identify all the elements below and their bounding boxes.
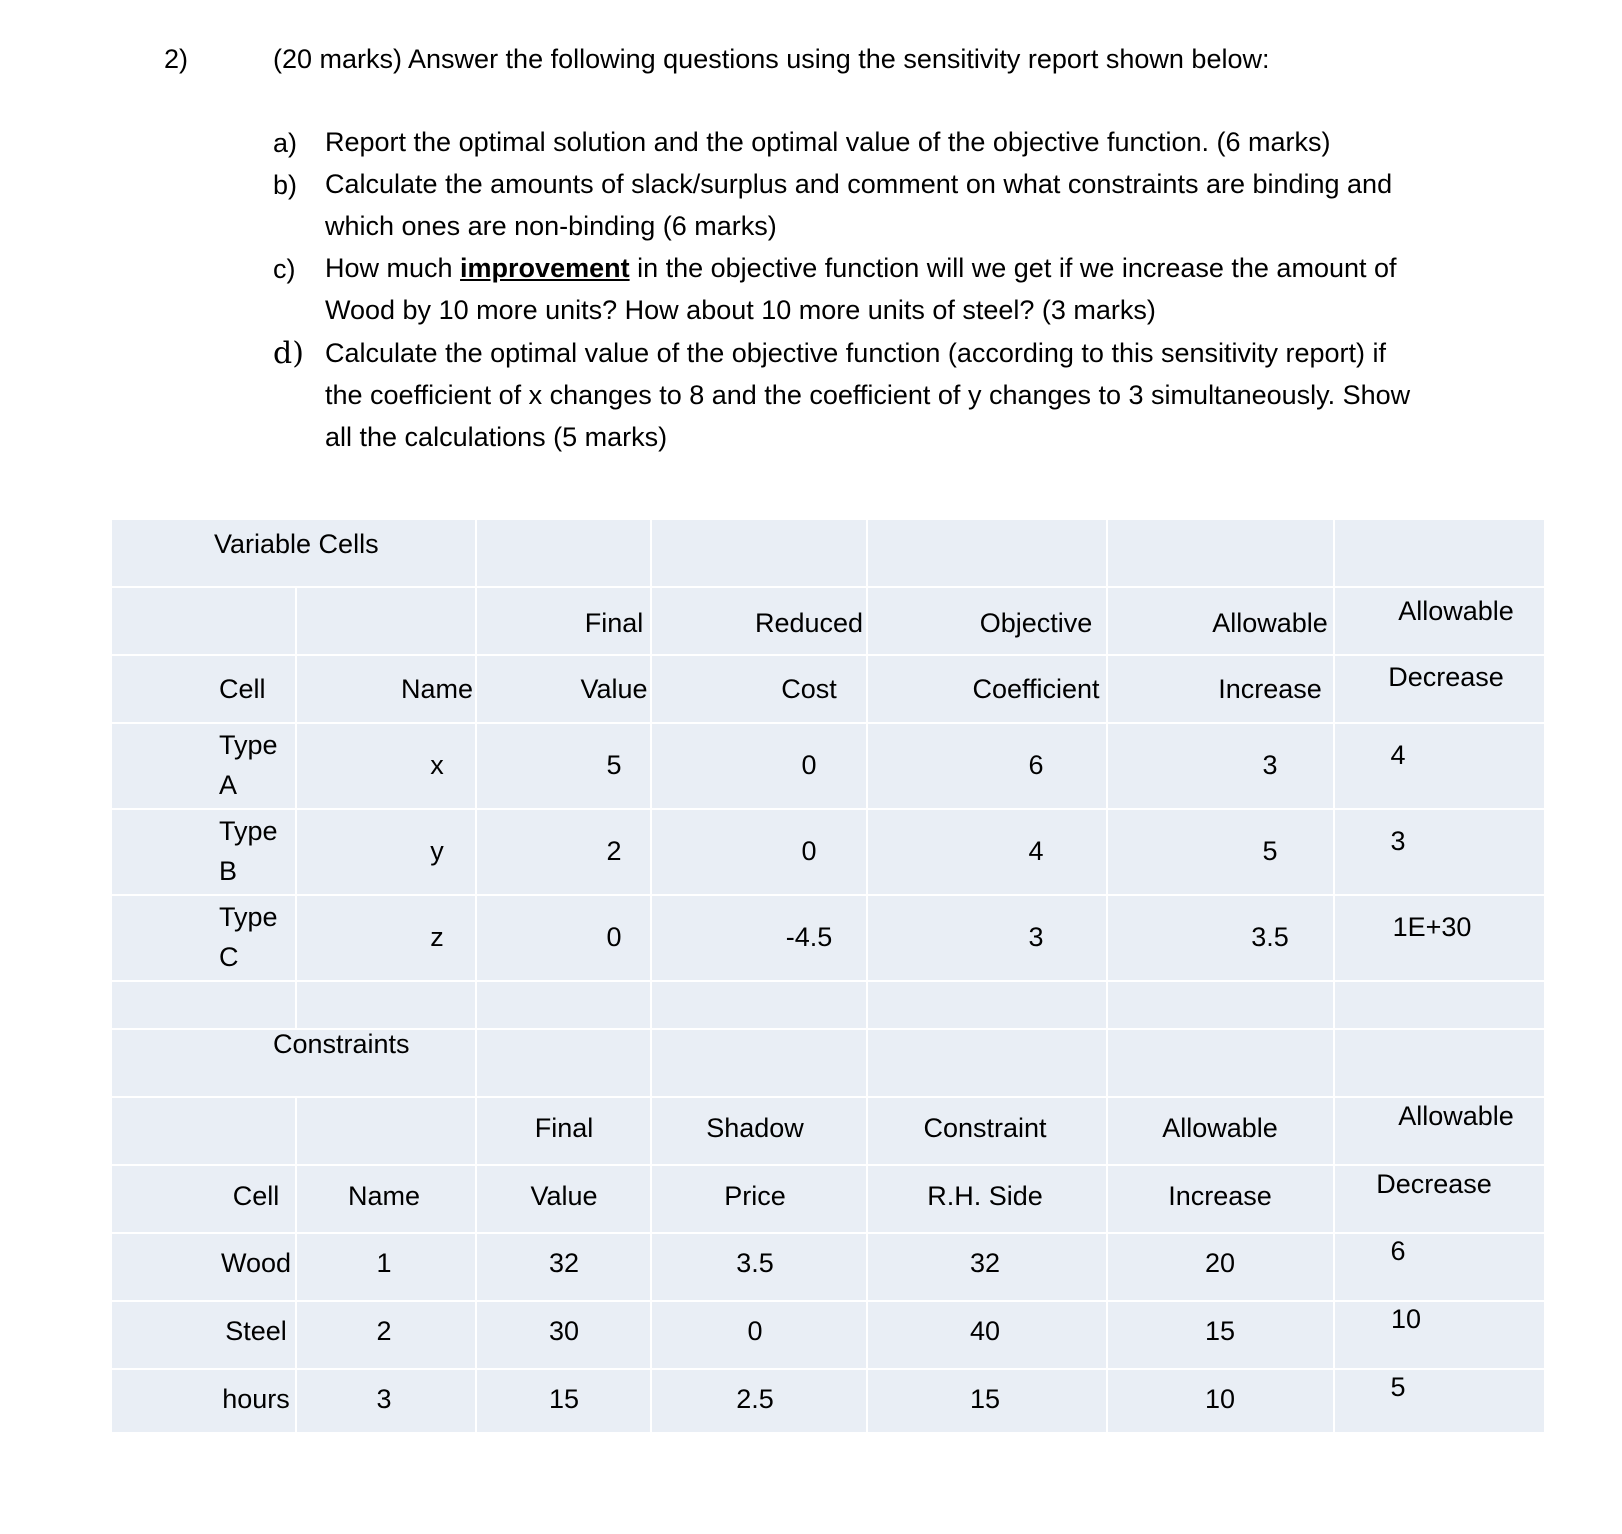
part-label: a): [273, 128, 298, 158]
part-text: Report the optimal solution and the optimal value of the objective function. (6 marks): [325, 127, 1331, 157]
column-header: Reduced: [754, 608, 864, 638]
column-header: Value: [580, 674, 648, 704]
column-header: Decrease: [1388, 662, 1504, 692]
part-text: How much: [325, 253, 461, 283]
table-cell: 10: [1204, 1384, 1236, 1414]
column-header: Cell: [232, 1181, 280, 1211]
column-header: Increase: [1168, 1181, 1272, 1211]
emphasis-word: improvement: [460, 253, 630, 283]
column-header: Value: [530, 1181, 598, 1211]
table-cell: y: [430, 836, 444, 866]
part-label: c): [273, 254, 296, 284]
column-header: Decrease: [1376, 1169, 1492, 1199]
table-cell: z: [430, 922, 444, 952]
part-text: Wood by 10 more units? How about 10 more units of steel? (3 marks): [325, 295, 1156, 325]
part-text: the coefficient of x changes to 8 and the coefficient of y changes to 3 simultaneously. Show: [325, 380, 1411, 410]
column-header: R.H. Side: [927, 1181, 1043, 1211]
column-header: Allowable: [1162, 1113, 1278, 1143]
column-header: Price: [724, 1181, 786, 1211]
variable-cells-title: Variable Cells: [214, 529, 379, 559]
table-cell: 5: [1390, 1372, 1406, 1402]
table-cell: 15: [548, 1384, 580, 1414]
part-text: which ones are non-binding (6 marks): [325, 211, 777, 241]
table-cell: 32: [969, 1248, 1001, 1278]
table-cell: 6: [1390, 1236, 1406, 1266]
column-header: Allowable: [1212, 608, 1328, 638]
table-cell: 0: [606, 922, 622, 952]
question-intro: (20 marks) Answer the following questions using the sensitivity report shown below:: [273, 44, 1270, 74]
table-cell: 3: [1262, 750, 1278, 780]
table-cell: 3: [376, 1384, 392, 1414]
column-header: Shadow: [706, 1113, 804, 1143]
table-cell: 2: [606, 836, 622, 866]
table-cell: 1: [376, 1248, 392, 1278]
table-cell: 30: [548, 1316, 580, 1346]
table-cell: 5: [606, 750, 622, 780]
column-header: Objective: [979, 608, 1093, 638]
table-cell: 4: [1028, 836, 1044, 866]
table-cell: 6: [1028, 750, 1044, 780]
table-cell: hours: [222, 1384, 290, 1414]
table-cell: 15: [969, 1384, 1001, 1414]
column-header: Cell: [219, 674, 266, 704]
table-cell: x: [430, 750, 444, 780]
part-label: d): [273, 336, 304, 371]
table-cell: 0: [801, 836, 817, 866]
table-cell: Type B: [219, 816, 278, 886]
column-header: Coefficient: [972, 674, 1100, 704]
table-cell: 5: [1262, 836, 1278, 866]
part-label: b): [273, 170, 298, 200]
table-cell: 10: [1390, 1304, 1422, 1334]
table-cell: Type C: [219, 902, 278, 972]
table-cell: 40: [969, 1316, 1001, 1346]
column-header: Final: [584, 608, 644, 638]
part-text: Calculate the amounts of slack/surplus and comment on what constraints are binding and: [325, 169, 1393, 199]
column-header: Final: [534, 1113, 594, 1143]
sensitivity-report-table: [112, 520, 1544, 1432]
table-cell: 20: [1204, 1248, 1236, 1278]
table-cell: 0: [747, 1316, 763, 1346]
table-cell: 32: [548, 1248, 580, 1278]
part-text: Calculate the optimal value of the objective function (according to this sensitivity report) if: [325, 338, 1387, 368]
question-number: 2): [164, 44, 189, 74]
part-text: in the objective function will we get if we increase the amount of: [629, 253, 1397, 283]
table-cell: -4.5: [785, 922, 833, 952]
table-cell: 15: [1204, 1316, 1236, 1346]
table-cell: Steel: [225, 1316, 287, 1346]
column-header: Allowable: [1398, 1101, 1514, 1131]
column-header: Cost: [781, 674, 837, 704]
table-cell: 3: [1028, 922, 1044, 952]
column-header: Allowable: [1398, 596, 1514, 626]
table-cell: Type A: [219, 730, 278, 800]
table-cell: 2: [376, 1316, 392, 1346]
table-cell: 3.5: [736, 1248, 774, 1278]
column-header: Name: [400, 674, 474, 704]
part-text: all the calculations (5 marks): [325, 422, 668, 452]
column-header: Name: [347, 1181, 421, 1211]
table-cell: 0: [801, 750, 817, 780]
table-cell: Wood: [220, 1248, 292, 1278]
table-cell: 3: [1390, 826, 1406, 856]
table-cell: 3.5: [1251, 922, 1289, 952]
table-cell: 4: [1390, 740, 1406, 770]
table-cell: 2.5: [736, 1384, 774, 1414]
table-cell: 1E+30: [1392, 912, 1472, 942]
column-header: Increase: [1218, 674, 1322, 704]
constraints-title: Constraints: [273, 1029, 410, 1059]
column-header: Constraint: [923, 1113, 1047, 1143]
